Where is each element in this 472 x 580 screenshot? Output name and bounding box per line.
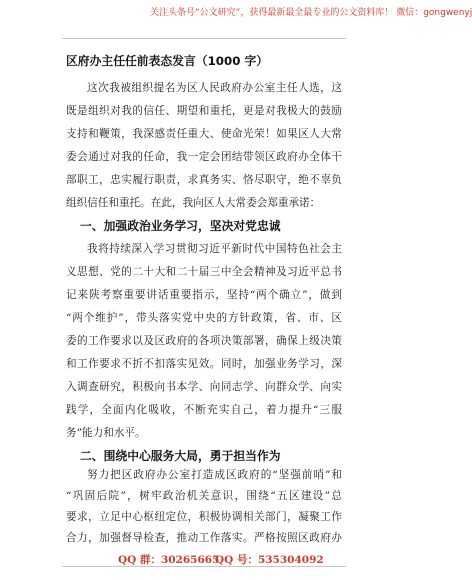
paragraph-line: 支持和鞭策，我深感责任重大、使命光荣！如果区人大常 bbox=[66, 128, 342, 140]
paragraph-line: 委会通过对我的任命，我一定会团结带领区政府办全体干 bbox=[66, 151, 342, 163]
paragraph-line: 要求，立足中心枢纽定位，积极协调相关部门，凝聚工作 bbox=[66, 511, 342, 523]
paragraph-line: 和工作要求不折不扣落实见效。同时，加强业务学习，深 bbox=[66, 358, 342, 370]
paragraph-line: 这次我被组织提名为区人民政府办公室主任人选，这 bbox=[87, 82, 342, 94]
paragraph-line: 践学，全面内化吸收，不断充实自己，着力提升“三服 bbox=[66, 404, 342, 416]
paragraph-line: 义思想、党的二十大和二十届三中全会精神及习近平总书 bbox=[66, 266, 342, 278]
footer-qq-group: QQ 群：30265665 bbox=[118, 554, 220, 566]
document-title: 区府办主任任前表态发言（1000 字） bbox=[66, 54, 269, 68]
header-note: 关注头条号“公文研究”，获得最新最全最专业的公文资料库！ 微信：gongwenyj bbox=[150, 8, 472, 18]
paragraph-line: 我将持续深入学习贯彻习近平新时代中国特色社会主 bbox=[87, 243, 342, 255]
header-divider bbox=[62, 38, 346, 39]
paragraph-line: 入调查研究，积极向书本学、向同志学、向群众学、向实 bbox=[66, 381, 342, 393]
paragraph-line: 委的工作要求以及区政府的各项决策部署，确保上级决策 bbox=[66, 335, 342, 347]
paragraph-line: 组织信任和重托。在此，我向区人大常委会郑重承诺： bbox=[66, 197, 321, 209]
paragraph-line: “两个维护”，带头落实党中央的方针政策，省、市、区 bbox=[66, 312, 342, 324]
paragraph-line: 合力，加强督导检查，推动工作落实。严格按照区政府办 bbox=[66, 532, 342, 544]
paragraph-line: 务”能力和水平。 bbox=[66, 427, 146, 439]
section-heading-1: 一、加强政治业务学习，坚决对党忠诚 bbox=[80, 219, 281, 233]
paragraph-line: 努力把区政府办公室打造成区政府的“坚强前哨”和 bbox=[87, 469, 342, 481]
paragraph-line: “巩固后院”，树牢政治机关意识，围绕“五区建设”总 bbox=[66, 490, 342, 502]
paragraph-line: 部职工，忠实履行职责，求真务实、恪尽职守，绝不辜负 bbox=[66, 174, 342, 186]
footer-divider bbox=[62, 566, 346, 567]
paragraph-line: 既是组织对我的信任、期望和重托，更是对我极大的鼓励 bbox=[66, 105, 342, 117]
paragraph-line: 记来陕考察重要讲话重要指示，坚持“两个确立”，做到 bbox=[66, 289, 342, 301]
footer-qq: QQ 号：535304092 bbox=[215, 554, 324, 566]
section-heading-2: 二、围绕中心服务大局，勇于担当作为 bbox=[80, 449, 281, 463]
